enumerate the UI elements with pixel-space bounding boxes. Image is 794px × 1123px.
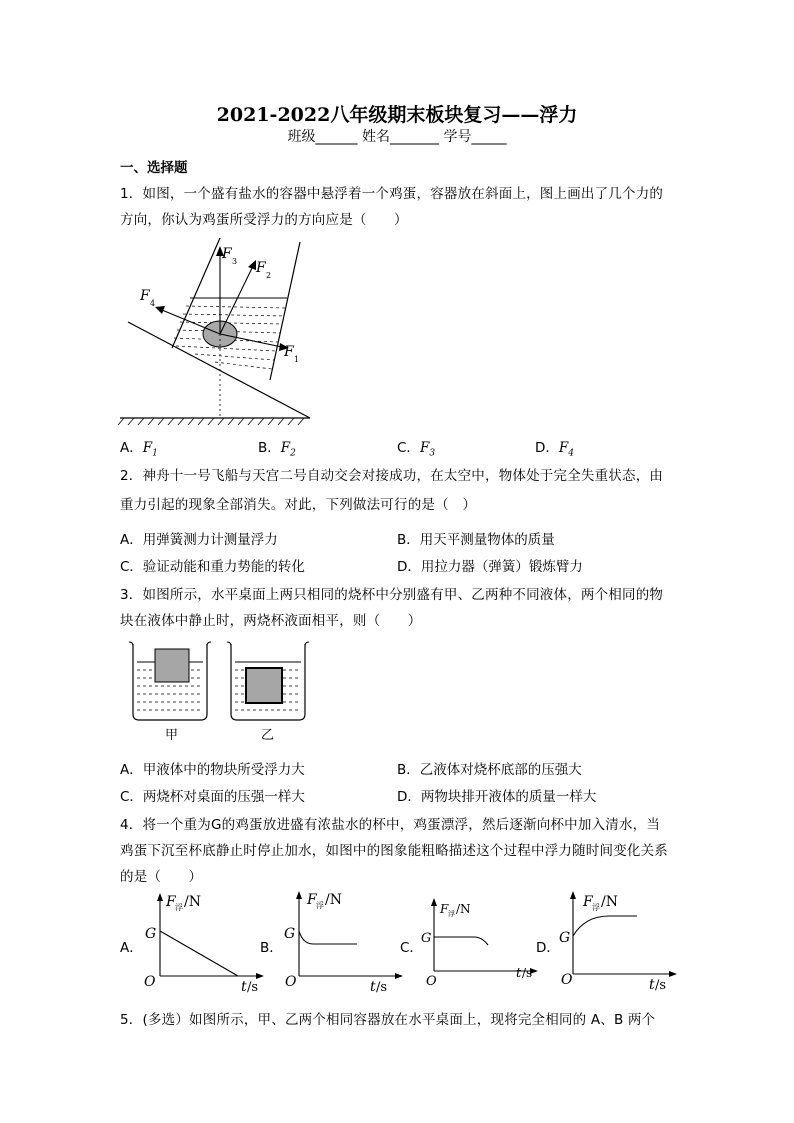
beaker-label-yi: 乙 bbox=[261, 728, 275, 743]
svg-text:/N: /N bbox=[325, 892, 342, 908]
svg-text:F: F bbox=[166, 894, 176, 910]
label-f1: F bbox=[284, 344, 294, 360]
label-f2: F bbox=[256, 260, 266, 276]
svg-text:O: O bbox=[426, 974, 437, 989]
q1-text-line1: 1．如图，一个盛有盐水的容器中悬浮着一个鸡蛋，容器放在斜面上，图上画出了几个力的 bbox=[120, 186, 664, 202]
q4-text-line2: 鸡蛋下沉至杯底静止时停止加水，如图中的图象能粗略描述这个过程中浮力随时间变化关系 bbox=[120, 843, 668, 859]
q4-graph-a bbox=[138, 888, 268, 996]
svg-text:/N: /N bbox=[184, 894, 201, 910]
q1-option-d[interactable]: D．$F_4$ bbox=[535, 440, 575, 459]
student-info-line: 班级______ 姓名_______ 学号_____ bbox=[287, 129, 507, 145]
q3-option-d[interactable]: D．两物块排开液体的质量一样大 bbox=[397, 789, 597, 805]
q1-option-b[interactable]: B．$F_2$ bbox=[258, 440, 296, 459]
q2-option-c[interactable]: C．验证动能和重力势能的转化 bbox=[120, 559, 305, 575]
q3-option-b[interactable]: B．乙液体对烧杯底部的压强大 bbox=[397, 762, 582, 778]
q1-text-line2: 方向，你认为鸡蛋所受浮力的方向应是（ ） bbox=[120, 212, 408, 228]
svg-text:G: G bbox=[421, 931, 432, 946]
q4-graph-d bbox=[553, 886, 683, 996]
q3-text-line2: 块在液体中静止时，两烧杯液面相平，则（ ） bbox=[120, 613, 422, 629]
q4-graph-b bbox=[277, 886, 407, 996]
svg-text:/s: /s bbox=[522, 966, 533, 980]
svg-text:t: t bbox=[241, 979, 247, 995]
q4-option-b[interactable]: B． bbox=[260, 940, 283, 956]
svg-text:/N: /N bbox=[456, 902, 471, 916]
q4-text-line1: 4．将一个重为G的鸡蛋放进盛有浓盐水的杯中，鸡蛋漂浮，然后逐渐向杯中加入清水，当 bbox=[120, 817, 661, 833]
svg-text:1: 1 bbox=[294, 355, 300, 364]
svg-text:F: F bbox=[440, 902, 449, 916]
q2-option-b[interactable]: B．用天平测量物体的质量 bbox=[397, 532, 555, 548]
svg-text:/s: /s bbox=[655, 978, 667, 993]
page-title: 2021-2022八年级期末板块复习——浮力 bbox=[216, 104, 578, 126]
q1-option-c[interactable]: C．$F_3$ bbox=[397, 440, 436, 459]
svg-text:/s: /s bbox=[376, 980, 388, 995]
q4-text-line3: 的是（ ） bbox=[120, 869, 203, 885]
svg-text:t: t bbox=[516, 966, 522, 981]
svg-text:浮: 浮 bbox=[592, 903, 600, 912]
svg-text:3: 3 bbox=[232, 257, 238, 266]
svg-text:G: G bbox=[559, 930, 571, 946]
q3-option-a[interactable]: A．甲液体中的物块所受浮力大 bbox=[120, 762, 305, 778]
q4-option-d[interactable]: D． bbox=[536, 940, 560, 956]
q4-option-c[interactable]: C． bbox=[400, 940, 423, 956]
beaker-label-jia: 甲 bbox=[165, 728, 179, 743]
q4-graph-c bbox=[416, 893, 546, 993]
q4-option-a[interactable]: A． bbox=[120, 940, 143, 956]
svg-text:2: 2 bbox=[266, 271, 272, 280]
svg-text:/s: /s bbox=[247, 980, 259, 995]
section-heading: 一、选择题 bbox=[120, 160, 188, 176]
q2-text-line1: 2．神舟十一号飞船与天宫二号自动交会对接成功，在太空中，物体处于完全失重状态，由 bbox=[120, 468, 664, 484]
svg-text:G: G bbox=[284, 926, 296, 942]
q3-text-line1: 3．如图所示，水平桌面上两只相同的烧杯中分别盛有甲、乙两种不同液体，两个相同的物 bbox=[120, 587, 664, 603]
svg-text:O: O bbox=[561, 972, 573, 988]
svg-text:/N: /N bbox=[601, 894, 618, 910]
q2-text-line2: 重力引起的现象全部消失。对此，下列做法可行的是（ ） bbox=[120, 497, 477, 513]
q1-option-a[interactable]: A．$F_1$ bbox=[120, 440, 158, 459]
svg-text:浮: 浮 bbox=[448, 910, 455, 918]
svg-text:F: F bbox=[583, 894, 593, 910]
svg-text:O: O bbox=[144, 974, 156, 990]
q1-incline-figure bbox=[110, 230, 330, 430]
q3-beakers-figure bbox=[125, 636, 310, 746]
svg-text:浮: 浮 bbox=[316, 901, 324, 910]
q3-option-c[interactable]: C．两烧杯对桌面的压强一样大 bbox=[120, 789, 305, 805]
label-f4: F bbox=[140, 288, 150, 304]
q2-option-a[interactable]: A．用弹簧测力计测量浮力 bbox=[120, 532, 278, 548]
svg-text:t: t bbox=[649, 977, 655, 993]
q5-text-line1: 5．(多选）如图所示，甲、乙两个相同容器放在水平桌面上，现将完全相同的 A、B 两个 bbox=[120, 1012, 656, 1028]
label-f3: F bbox=[222, 246, 232, 262]
svg-text:O: O bbox=[285, 974, 297, 990]
svg-text:浮: 浮 bbox=[175, 903, 183, 912]
svg-text:F: F bbox=[307, 892, 317, 908]
svg-text:G: G bbox=[145, 926, 157, 942]
q2-option-d[interactable]: D．用拉力器（弹簧）锻炼臂力 bbox=[397, 559, 583, 575]
svg-text:4: 4 bbox=[150, 299, 156, 308]
svg-text:t: t bbox=[370, 979, 376, 995]
